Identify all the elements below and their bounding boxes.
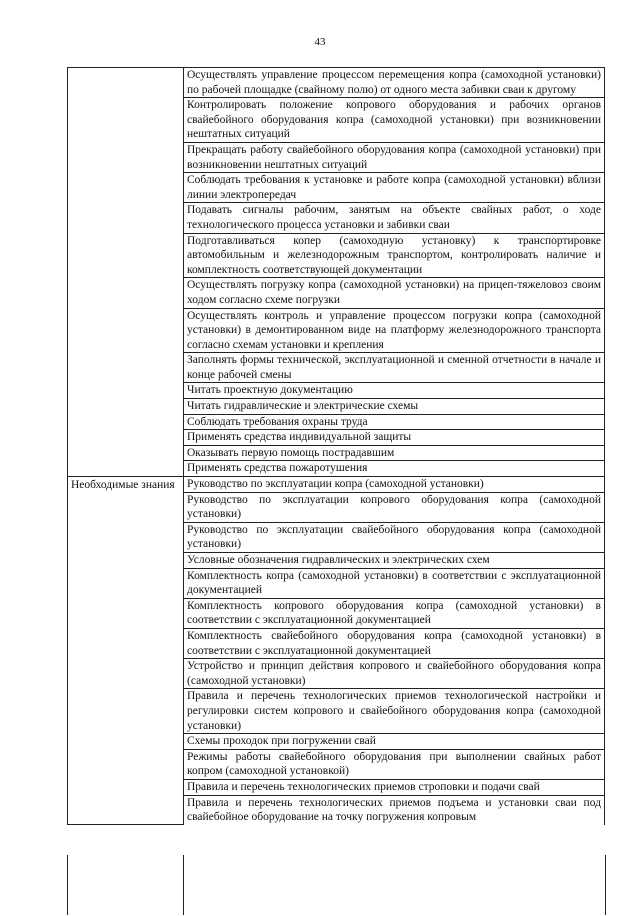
- section-label: [68, 68, 184, 477]
- table-cell-item: Соблюдать требования к установке и работе копра (самоходной установки) вблизи линии электропередач: [184, 173, 605, 203]
- table-cell-item: Осуществлять управление процессом перемещения копра (самоходной установки) по рабочей площадке (свайному полю) от одного места забивки сваи к другому: [184, 68, 605, 98]
- table-cell-item: Осуществлять погрузку копра (самоходной установки) на прицеп-тяжеловоз своим ходом согласно схеме погрузки: [184, 278, 605, 308]
- table-cell-item: Подавать сигналы рабочим, занятым на объекте свайных работ, о ходе технологического процесса установки и забивки сваи: [184, 203, 605, 233]
- table-cell-item: Устройство и принцип действия копрового и свайебойного оборудования копра (самоходной установки): [184, 659, 605, 689]
- table-cell-item: Руководство по эксплуатации копра (самоходной установки): [184, 477, 605, 493]
- table-cell-item: Читать проектную документацию: [184, 383, 605, 399]
- table-right-border: [605, 855, 606, 915]
- table-cell-item: Соблюдать требования охраны труда: [184, 414, 605, 430]
- table-cell-item: Прекращать работу свайебойного оборудования копра (самоходной установки) при возникновении нештатных ситуаций: [184, 142, 605, 172]
- table-cell-item: Комплектность копра (самоходной установки) в соответствии с эксплуатационной документацией: [184, 568, 605, 598]
- table-cell-item: Применять средства индивидуальной защиты: [184, 430, 605, 446]
- table-row: [68, 68, 605, 98]
- table-cell-item: Подготавливаться копер (самоходную установку) к транспортировке автомобильным и железнодорожным транспортом, контролировать наличие и комплектность соответствующей документации: [184, 233, 605, 278]
- table-cell-item: Читать гидравлические и электрические схемы: [184, 399, 605, 415]
- page-number: 43: [314, 36, 326, 48]
- table-row: [68, 477, 605, 493]
- table-cell-item: Руководство по эксплуатации копрового оборудования копра (самоходной установки): [184, 492, 605, 522]
- table-cell-item: Применять средства пожаротушения: [184, 461, 605, 477]
- table-cell-item: Руководство по эксплуатации свайебойного оборудования копра (самоходной установки): [184, 522, 605, 552]
- table-cell-item: Правила и перечень технологических приемов строповки и подачи свай: [184, 779, 605, 795]
- table-cell-item: Условные обозначения гидравлических и электрических схем: [184, 553, 605, 569]
- competency-table: [67, 67, 605, 825]
- table-cell-item: Комплектность свайебойного оборудования копра (самоходной установки) в соответствии с эксплуатационной документацией: [184, 628, 605, 658]
- table-cell-item: Правила и перечень технологических приемов подъема и установки сваи под свайебойное оборудование на точку погружения копровым: [184, 795, 605, 825]
- table-cell-item: Схемы проходок при погружении свай: [184, 734, 605, 750]
- table-column-divider: [183, 855, 184, 915]
- table-cell-item: Правила и перечень технологических приемов технологической настройки и регулировки систем копрового и свайебойного оборудования копра (самоходной установки): [184, 689, 605, 734]
- table-left-border: [67, 855, 68, 915]
- table-cell-item: Заполнять формы технической, эксплуатационной и сменной отчетности в начале и конце рабочей смены: [184, 353, 605, 383]
- table-cell-item: Комплектность копрового оборудования копра (самоходной установки) в соответствии с эксплуатационной документацией: [184, 598, 605, 628]
- section-label: Необходимые знания: [68, 477, 184, 825]
- table-cell-item: Режимы работы свайебойного оборудования при выполнении свайных работ копром (самоходной установкой): [184, 749, 605, 779]
- table-cell-item: Контролировать положение копрового оборудования и рабочих органов свайебойного оборудования копра (самоходной установки) при возникновении нештатных ситуаций: [184, 98, 605, 143]
- table-cell-item: Оказывать первую помощь пострадавшим: [184, 445, 605, 461]
- table-cell-item: Осуществлять контроль и управление процессом погрузки копра (самоходной установки) в демонтированном виде на платформу железнодорожного транспорта согласно схемам установки и крепления: [184, 308, 605, 353]
